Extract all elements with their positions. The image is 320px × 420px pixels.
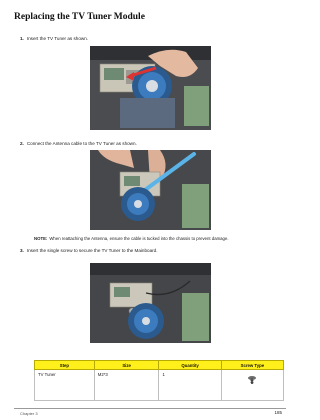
- note-label: NOTE:: [34, 236, 48, 241]
- cell-size: M2*3: [94, 370, 159, 401]
- step-3: [20, 248, 280, 254]
- header-quantity: Quantity: [159, 361, 221, 370]
- step-text: Connect the Antenna cable to the TV Tuner as shown.: [26, 141, 137, 146]
- step-1: [20, 36, 280, 42]
- cell-step: TV Tuner: [35, 370, 95, 401]
- page-number: 185: [274, 410, 282, 415]
- step-text: Insert the TV Tuner as shown.: [26, 36, 89, 41]
- cell-quantity: 1: [159, 370, 221, 401]
- photo-insert-tv-tuner: [90, 46, 211, 130]
- step-number: 3.: [20, 248, 24, 253]
- note: [34, 236, 284, 241]
- table-row: [35, 370, 284, 401]
- step-2: [20, 141, 280, 147]
- step-number: 2.: [20, 141, 24, 146]
- screw-table-header: [35, 361, 284, 370]
- step-number: 1.: [20, 36, 24, 41]
- screw-table: [34, 360, 284, 401]
- header-step: Step: [35, 361, 95, 370]
- step-text: Insert the single screw to secure the TV Tuner to the Mainboard.: [26, 248, 158, 253]
- screw-icon: [247, 375, 257, 385]
- photo-connect-antenna: [90, 150, 211, 230]
- header-screw-type: Screw Type: [221, 361, 283, 370]
- note-text: When reattaching the Antenna, ensure the cable is tucked into the chassis to prevent damage.: [49, 236, 229, 241]
- page-title: Replacing the TV Tuner Module: [14, 12, 145, 22]
- cell-screw-type: [221, 370, 283, 401]
- footer-chapter: Chapter 3: [20, 411, 38, 416]
- footer-divider: [14, 408, 286, 409]
- photo-secure-screw: [90, 263, 211, 343]
- header-size: Size: [94, 361, 159, 370]
